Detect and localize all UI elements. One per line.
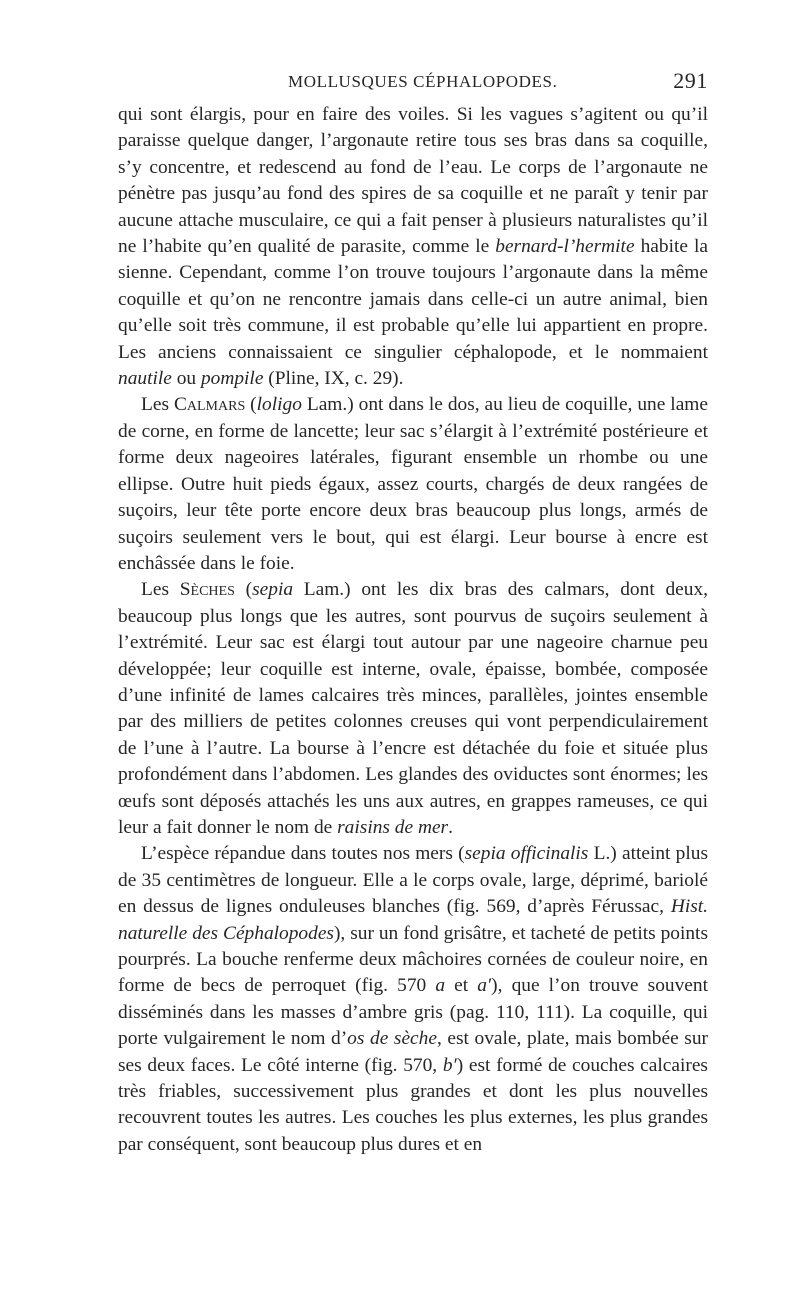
text-run: , est ovale, plate, mais bombée sur ses deux faces. Le côté interne (fig. 570, — [118, 1028, 708, 1076]
italic-text: nautile — [118, 368, 172, 390]
page-number: 291 — [673, 68, 708, 93]
paragraph-seches — [118, 577, 708, 841]
text-run: L.) atteint plus de 35 centimètres de longueur. Elle a le corps ovale, large, déprimé, bariolé en dessus de lignes onduleuses blanches (fig. 569, d’après Férussac, — [118, 843, 709, 918]
paragraph-calmars — [118, 392, 708, 577]
text-run: Les — [141, 579, 180, 601]
small-caps-text: Sèches — [179, 579, 235, 601]
italic-text: loligo — [256, 394, 302, 416]
text-run: . — [448, 816, 453, 838]
text-run: habite la sienne. Cependant, comme l’on trouve toujours l’argonaute dans la même coquille et qu’on ne rencontre jamais dans celle-ci un autre animal, bien qu’elle soit très commune, il est probable qu’elle lui appartient en propre. Les anciens connaissaient ce singulier céphalopode, et le nommaient — [118, 236, 708, 363]
text-run: Lam.) ont les dix bras des calmars, dont deux, beaucoup plus longs que les autres, sont pourvus de suçoirs seulement à l’extrémité. Leur sac est élargi tout autour par une nageoire charnue peu développée; leur coquille est interne, ovale, épaisse, bombée, composée d’une infinité de lames calcaires très minces, parallèles, jointes ensemble par des milliers de petites colonnes creuses qui vont perpendiculairement de l’une à l’autre. La bourse à l’encre est détachée du foie et située plus profondément dans l’abdomen. Les glandes des oviductes sont énormes; les œufs sont déposés attachés les uns aux autres, en grappes rameuses, ce qui leur a fait donner le nom de — [118, 579, 708, 838]
text-run: ), sur un fond grisâtre, et tacheté de petits points pourprés. La bouche renferme deux mâchoires cornées de couleur noire, en forme de becs de perroquet (fig. 570 — [118, 922, 708, 997]
text-run: ( — [245, 394, 257, 416]
text-run: Lam.) ont dans le dos, au lieu de coquille, une lame de corne, en forme de lancette; leur sac s’élargit à l’extrémité postérieure et forme deux nageoires latérales, figurant ensemble un rhombe ou une ellipse. Outre huit pieds égaux, assez courts, chargés de deux rangées de suçoirs, leur tête porte encore deux bras beaucoup plus longs, armés de suçoirs seulement vers le bout, qui est élargi. Leur bourse à encre est enchâssée dans le foie. — [118, 394, 708, 574]
italic-text: os de sèche — [347, 1028, 437, 1050]
running-title: MOLLUSQUES CÉPHALOPODES. — [288, 72, 558, 91]
text-run: ou — [171, 368, 201, 390]
text-run: qui sont élargis, pour en faire des voiles. Si les vagues s’agitent ou qu’il paraisse quelque danger, l’argonaute retire tous ses bras dans sa coquille, s’y concentre, et redescend au fond de l’eau. Le corps de l’argonaute ne pénètre pas jusqu’au fond des spires de sa coquille et ne paraît y tenir par aucune attache musculaire, ce qui a fait penser à plusieurs naturalistes qu’il ne l’habite qu’en qualité de parasite, comme le — [118, 104, 708, 258]
text-run: ), que l’on trouve souvent disséminés dans les masses d’ambre gris (pag. 110, 111). La coquille, qui porte vulgairement le nom d’ — [118, 975, 708, 1050]
italic-text: a′ — [477, 975, 492, 997]
text-run: Les — [141, 394, 174, 416]
italic-text: Hist. naturelle des Céphalopodes — [118, 896, 708, 944]
running-head — [118, 68, 708, 98]
italic-text: sepia — [252, 579, 294, 601]
paragraph-sepia-officinalis — [118, 841, 708, 1158]
italic-text: a — [435, 975, 446, 997]
italic-text: pompile — [200, 368, 264, 390]
text-run: L’espèce répandue dans toutes nos mers ( — [141, 843, 465, 865]
italic-text: sepia officinalis — [464, 843, 589, 865]
body-text — [118, 102, 708, 1158]
paragraph-argonaute — [118, 102, 708, 392]
text-run: et — [445, 975, 478, 997]
italic-text: bernard-l’hermite — [495, 236, 635, 258]
italic-text: raisins de mer — [337, 816, 449, 838]
text-run: ) est formé de couches calcaires très friables, successivement plus grandes et dont les plus nouvelles recouvrent toutes les autres. Les couches les plus externes, les plus grandes par conséquent, sont beaucoup plus dures et en — [118, 1054, 708, 1155]
small-caps-text: Calmars — [173, 394, 246, 416]
italic-text: b′ — [442, 1054, 457, 1076]
text-run: (Pline, IX, c. 29). — [263, 368, 404, 390]
text-run: ( — [234, 579, 253, 601]
